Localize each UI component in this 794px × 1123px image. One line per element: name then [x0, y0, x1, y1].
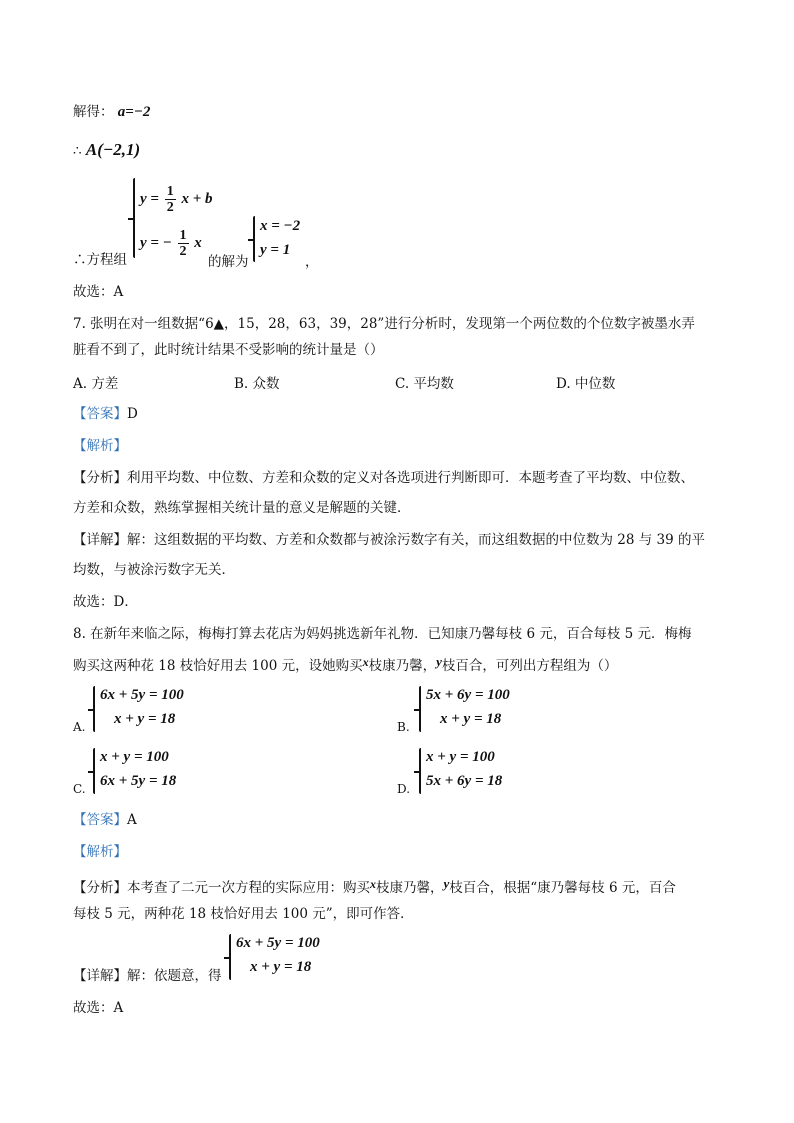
- q8-analysis-tag: 【解析】: [73, 844, 127, 860]
- q8-stem-line1: 8. 在新年来临之际，梅梅打算去花店为妈妈挑选新年礼物．已知康乃馨每枝 6 元，百合每枝 5 元．梅梅: [73, 626, 692, 642]
- q8-stem-text-b: 枝康乃馨，: [368, 658, 437, 674]
- q7-option-c: C. 平均数: [395, 376, 454, 392]
- solution-label: 的解为: [208, 254, 249, 270]
- q8-fenxi-tag: 【分析】: [73, 880, 127, 896]
- q8-stem-line2: [73, 652, 617, 676]
- q7-option-a: A. 方差: [73, 376, 119, 392]
- q8-fenxi-line2: 每枝 5 元，两种花 18 枝恰好用去 100 元”，即可作答．: [73, 906, 414, 922]
- q8-option-a-eq2: x + y = 18: [114, 711, 176, 727]
- system-eq1-rhs: x + b: [181, 190, 213, 207]
- q8-option-d-brace: [419, 748, 421, 794]
- q7-option-d: D. 中位数: [556, 376, 616, 392]
- q8-option-b-label: B.: [397, 720, 410, 734]
- q8-fenxi-text-a: 本考查了二元一次方程的实际应用：购买: [127, 880, 370, 896]
- q7-choice: 故选：D．: [73, 594, 138, 610]
- q7-fenxi-tag: 【分析】: [73, 470, 127, 486]
- system-eq1-lhs: y =: [140, 190, 159, 207]
- system-eq2: [140, 228, 202, 259]
- q8-fenxi-line1: [73, 874, 676, 898]
- q8-stem-text-a: 购买这两种花 18 枝恰好用去 100 元，设她购买: [73, 658, 363, 674]
- point-A: A(−2,1): [85, 140, 141, 159]
- q8-option-a-eq1: 6x + 5y = 100: [100, 687, 184, 703]
- fraction-numerator: 1: [179, 228, 187, 243]
- q8-option-b-eq1: 5x + 6y = 100: [426, 687, 510, 703]
- q8-choice: 故选：A: [73, 1000, 124, 1016]
- q8-fenxi-var-x: x: [370, 877, 376, 891]
- q7-detail-tag: 【详解】: [73, 532, 127, 548]
- solution-eq2: y = 1: [260, 242, 291, 258]
- q8-fenxi-text-b: 枝康乃馨，: [376, 880, 444, 896]
- system-eq2-rhs: x: [194, 234, 202, 251]
- q7-answer-tag: 【答案】: [73, 406, 127, 422]
- q7-fenxi-line1: [73, 468, 694, 488]
- q8-answer-tag: 【答案】: [73, 812, 127, 828]
- system-eq1: [140, 184, 213, 215]
- q8-fenxi-text-c: 枝百合，根据“康乃馨每枝 6 元，百合: [449, 880, 676, 896]
- fraction-denominator: 2: [179, 244, 187, 259]
- q8-option-c-eq1: x + y = 100: [100, 749, 169, 765]
- q8-detail-text: 解：依题意，得: [127, 968, 222, 984]
- system-brace: [133, 178, 135, 258]
- point-line: [73, 140, 140, 161]
- q8-option-a-brace: [93, 686, 95, 732]
- q8-answer-line: [73, 810, 137, 830]
- q8-var-x: x: [362, 655, 369, 669]
- solve-label: 解得：: [73, 104, 114, 120]
- q7-fenxi-text: 利用平均数、中位数、方差和众数的定义对各选项进行判断即可．本题考查了平均数、中位数、: [127, 470, 694, 486]
- fraction-denominator: 2: [166, 200, 174, 215]
- solve-result: a=−2: [117, 104, 151, 120]
- q8-option-b-eq2: x + y = 18: [440, 711, 502, 727]
- q8-var-y: y: [436, 654, 442, 669]
- system-eq2-lhs: y = −: [140, 234, 172, 251]
- prev-choice: 故选：A: [73, 284, 124, 300]
- q7-detail-line2: 均数，与被涂污数字无关．: [73, 562, 235, 578]
- q7-answer: D: [127, 406, 138, 422]
- q7-stem-line1: 7. 张明在对一组数据“6▲，15，28，63，39，28”进行分析时，发现第一个两位数的个位数字被墨水弄: [73, 316, 695, 332]
- solve-line: [73, 102, 150, 122]
- q8-detail-eq1: 6x + 5y = 100: [236, 935, 320, 951]
- q8-option-c-eq2: 6x + 5y = 18: [100, 773, 177, 789]
- q7-stem-line2: 脏看不到了，此时统计结果不受影响的统计量是（）: [73, 342, 384, 358]
- q8-fenxi-var-y: y: [443, 876, 450, 891]
- q8-detail-line: [73, 966, 222, 986]
- therefore-system-label: ∴方程组: [73, 252, 127, 268]
- q8-detail-brace: [229, 934, 231, 980]
- q7-fenxi-line2: 方差和众数，熟练掌握相关统计量的意义是解题的关键．: [73, 500, 411, 516]
- q8-option-a-label: A.: [73, 720, 86, 734]
- q7-detail-line1: [73, 530, 705, 550]
- fraction-half: [165, 184, 176, 215]
- q8-option-b-brace: [419, 686, 421, 732]
- q7-analysis-tag: 【解析】: [73, 438, 127, 454]
- solution-brace: [253, 216, 255, 262]
- solution-eq1: x = −2: [260, 218, 301, 234]
- q8-detail-tag: 【详解】: [73, 968, 127, 984]
- q7-option-b: B. 众数: [234, 376, 280, 392]
- q8-option-c-label: C.: [73, 782, 86, 796]
- fraction-numerator: 1: [166, 184, 174, 199]
- therefore-symbol: ∴: [73, 143, 82, 159]
- solution-comma: ，: [305, 254, 319, 270]
- q8-detail-eq2: x + y = 18: [250, 959, 312, 975]
- q8-answer: A: [127, 812, 137, 828]
- q8-option-d-eq1: x + y = 100: [426, 749, 495, 765]
- fraction-half: [178, 228, 189, 259]
- q8-option-c-brace: [93, 748, 95, 794]
- q8-stem-text-c: 枝百合，可列出方程组为（）: [441, 658, 618, 674]
- q7-answer-line: [73, 404, 138, 424]
- q7-detail-text: 解：这组数据的平均数、方差和众数都与被涂污数字有关，而这组数据的中位数为 28 与 39 的平: [127, 532, 706, 548]
- q8-option-d-label: D.: [397, 782, 411, 796]
- q8-option-d-eq2: 5x + 6y = 18: [426, 773, 503, 789]
